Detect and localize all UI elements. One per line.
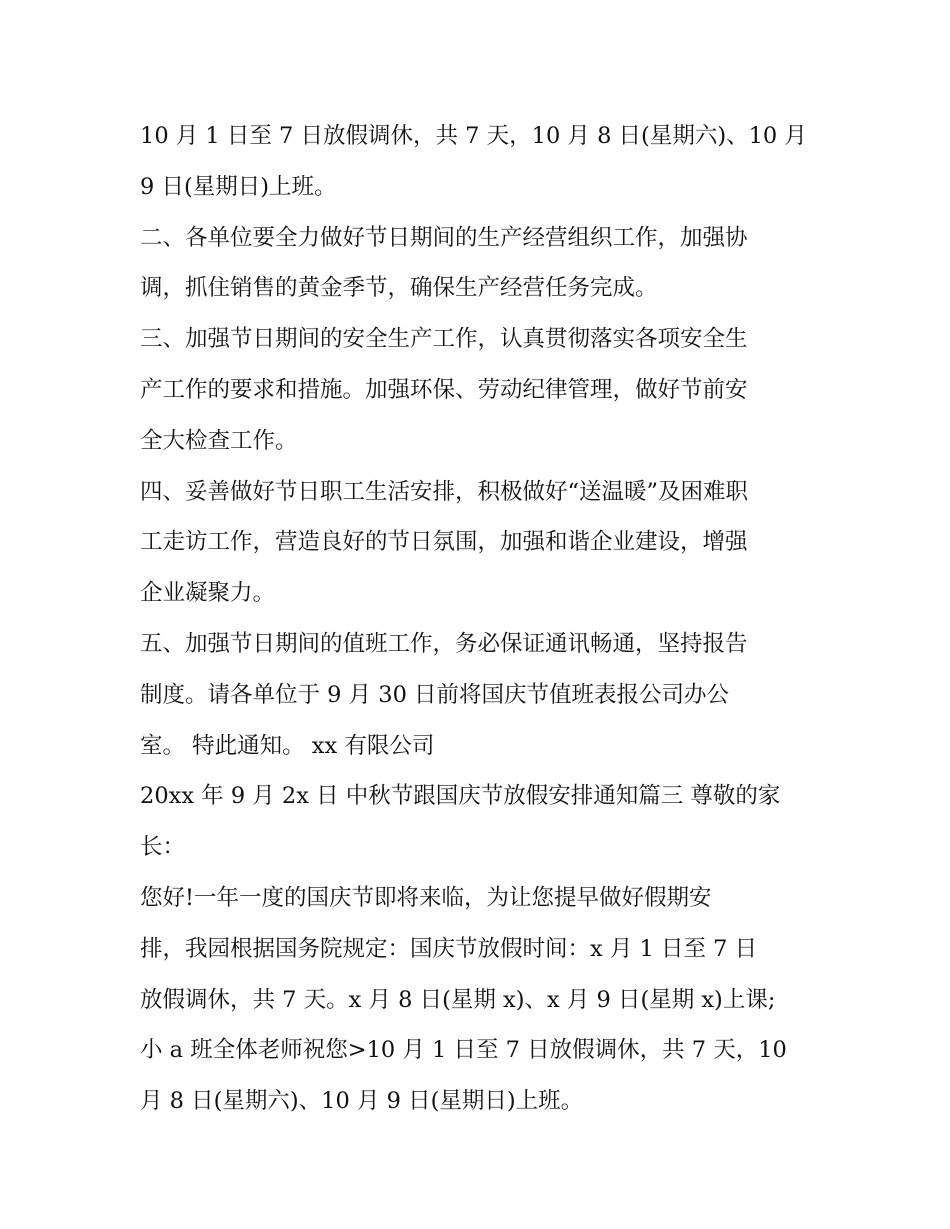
- text-line: 20xx 年 9 月 2x 日 中秋节跟国庆节放假安排通知篇三 尊敬的家: [140, 783, 781, 810]
- text-line: 二、各单位要全力做好节日期间的生产经营组织工作，加强协: [140, 224, 748, 251]
- text-line: 排，我园根据国务院规定：国庆节放假时间：x 月 1 日至 7 日: [140, 935, 758, 962]
- text-line: 三、加强节日期间的安全生产工作，认真贯彻落实各项安全生: [140, 326, 748, 353]
- document-body: [140, 111, 820, 1127]
- text-line: 小 a 班全体老师祝您>10 月 1 日至 7 日放假调休，共 7 天，10: [140, 1037, 787, 1064]
- text-line: 9 日(星期日)上班。: [140, 173, 337, 200]
- text-line: 您好!一年一度的国庆节即将来临，为让您提早做好假期安: [140, 884, 712, 911]
- text-line: 企业凝聚力。: [140, 580, 276, 607]
- text-line: 四、妥善做好节日职工生活安排，积极做好“送温暖”及困难职: [140, 478, 749, 505]
- text-line: 10 月 1 日至 7 日放假调休，共 7 天，10 月 8 日(星期六)、10 月: [140, 123, 807, 149]
- text-line: 产工作的要求和措施。加强环保、劳动纪律管理，做好节前安: [140, 376, 748, 403]
- text-line: 五、加强节日期间的值班工作，务必保证通讯畅通，坚持报告: [140, 630, 748, 657]
- text-line: 室。 特此通知。 xx 有限公司: [140, 732, 435, 759]
- text-line: 工走访工作，营造良好的节日氛围，加强和谐企业建设，增强: [140, 529, 748, 556]
- text-line: 月 8 日(星期六)、10 月 9 日(星期日)上班。: [140, 1088, 584, 1115]
- text-line: 全大检查工作。: [140, 427, 298, 454]
- text-line: 长：: [140, 834, 186, 861]
- text-line: 调，抓住销售的黄金季节，确保生产经营任务完成。: [140, 275, 658, 302]
- text-line: 制度。请各单位于 9 月 30 日前将国庆节值班表报公司办公: [140, 681, 730, 708]
- text-line: 放假调休，共 7 天。x 月 8 日(星期 x)、x 月 9 日(星期 x)上课;: [140, 986, 776, 1013]
